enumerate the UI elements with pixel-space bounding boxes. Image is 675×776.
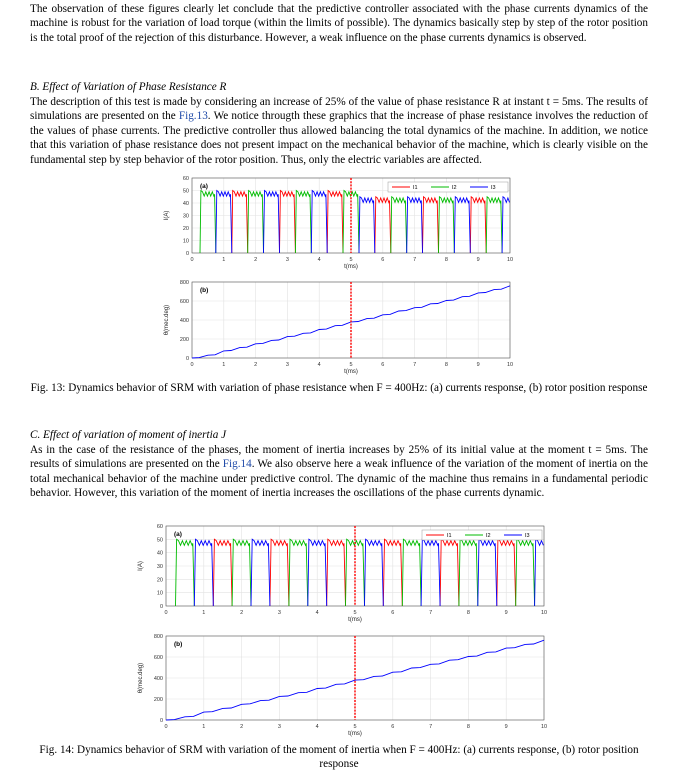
fig14b-xtick-label: 8 [466,724,470,730]
fig14a-xtick-label: 10 [540,610,548,616]
fig14a-xtick-label: 2 [240,610,244,616]
fig13a-xtick-label: 3 [285,257,289,263]
fig13b-xtick-label: 0 [190,362,194,368]
fig14-caption: Fig. 14: Dynamics behavior of SRM with variation of the moment of inertia when F = 400Hz: (a) currents response, (b) rotor position response [39,744,639,771]
fig13a-i2-pulse-4 [391,197,407,253]
fig13a-i3-pulse-6 [502,197,509,253]
fig14a-xtick-label: 1 [202,610,206,616]
section-b-text-1: The description of this test is made by considering an increase of 25% of the value of phase resistance R at instant t = 5ms. The results of simulations are presented on the [30,96,648,123]
fig13a-i1-pulse-4 [423,197,439,253]
section-b-paragraph [30,95,648,167]
fig13a-ylabel: I(A) [164,210,170,221]
fig14a-xtick-label: 3 [277,610,281,616]
fig14a-ytick-label: 10 [156,590,163,597]
fig13a-xtick-label: 0 [190,257,194,263]
fig14b-xtick-label: 1 [202,724,206,730]
fig14b-xtick-label: 7 [429,724,433,730]
fig14a-ytick-label: 60 [156,524,163,530]
fig14a-ytick-label: 0 [159,604,163,610]
section-c-text-1: As in the case of the resistance of the phases, the moment of inertia increases by 25% of its initial value at the moment t = 5ms. The results of simulations are presented on the [30,444,648,471]
fig14b-xtick-label: 4 [315,724,319,730]
fig13a-xtick-label: 7 [413,257,417,263]
fig14a-i3-pulse-5 [478,539,497,606]
figure-13 [158,172,518,377]
fig13b-xtick-label: 1 [222,362,226,368]
figure-14 [130,520,550,740]
fig13a-i3-pulse-5 [454,197,470,253]
fig14a-xtick-label: 6 [391,610,395,616]
fig13a-ytick-label: 30 [182,213,189,220]
fig13b-ytick-label: 800 [179,280,189,286]
fig14b-panel-label: (b) [174,641,183,648]
fig13b-panel-label: (b) [200,287,209,294]
fig14a-i3-pulse-3 [365,539,384,606]
fig14a-xtick-label: 0 [164,610,168,616]
fig13b-ytick-label: 0 [185,356,189,362]
fig13a-i1-pulse-2 [327,191,343,254]
fig13b-xtick-label: 2 [254,362,258,368]
section-c-text-2: . We also observe here a weak influence of the variation of the moment of inertia on the total mechanical behavior of the machine under predictive control. The dynamic of the machine thus remains in a fundamental periodic behavior. However, this variation of the moment of inertia increases the oscillations of the phase currents dynamic. [30,458,648,500]
fig13b-xtick-label: 6 [381,362,385,368]
fig13a-ytick-label: 60 [182,176,189,182]
fig14a-i3-pulse-1 [251,539,270,606]
section-b-heading: B. Effect of Variation of Phase Resistance R [30,81,227,93]
fig14a-legend-label-i2: I2 [486,533,491,539]
fig14a-legend-label-i3: I3 [525,533,530,539]
fig14b-xlabel: t(ms) [348,731,362,737]
fig13a-ytick-label: 20 [182,226,189,232]
fig13a-panel-label: (a) [200,183,208,190]
section-b-text-2: . We notice througth these graphics that the increase of phase resistance involves the reduction of the values of phase currents. The predictive controller thus allowed balancing the total dynamics of the machine. In addition, we notice that this variation of phase resistance does not present impact on the mechanical behavior of the machine, which is clearly visible on the fundamental step by step behavior of the rotor position. Thus, only the electric variables are affected. [30,110,648,166]
fig13a-ytick-label: 50 [182,188,189,195]
fig13a-xtick-label: 1 [222,257,226,263]
fig13a-xtick-label: 10 [506,257,514,263]
fig13a-ytick-label: 40 [182,201,189,207]
fig14a-ytick-label: 50 [156,537,163,544]
fig13b-xtick-label: 5 [349,362,353,368]
fig14a-ytick-label: 20 [156,577,163,584]
fig14a-xtick-label: 8 [466,610,470,616]
fig13a-ytick-label: 10 [182,238,189,245]
fig13a-xtick-label: 2 [254,257,258,263]
fig13-caption: Fig. 13: Dynamics behavior of SRM with variation of phase resistance when F = 400Hz: (a) currents response, (b) rotor position response [30,382,648,394]
fig14b-ytick-label: 600 [153,655,163,661]
fig14a-xtick-label: 4 [315,610,319,616]
fig14a-i1-pulse-2 [327,539,346,606]
fig14-link[interactable]: Fig.14 [222,458,252,471]
fig13b-xtick-label: 7 [413,362,417,368]
fig14a-xlabel: t(ms) [348,617,362,623]
fig14a-i3-pulse-6 [535,539,544,606]
fig14b-xtick-label: 6 [391,724,395,730]
fig14b-xtick-label: 3 [277,724,281,730]
fig13b-ytick-label: 600 [179,299,189,305]
fig13b-xtick-label: 10 [506,362,514,368]
fig13a-i2-pulse-6 [486,197,502,253]
fig14b-ytick-label: 200 [153,697,163,703]
fig13a-xtick-label: 4 [317,257,321,263]
fig13a-ytick-label: 0 [185,251,189,257]
fig14a-ytick-label: 40 [156,550,163,557]
fig14a-i2-pulse-2 [289,539,308,606]
fig13a-i3-pulse-1 [264,191,280,254]
fig14a-i2-pulse-4 [402,539,421,606]
fig14a-xtick-label: 5 [353,610,357,616]
fig13b-xtick-label: 8 [444,362,448,368]
fig14a-i2-pulse-0 [176,539,195,606]
fig14b-xtick-label: 5 [353,724,357,730]
fig14b-ylabel: θ(mec.deg) [138,662,144,694]
fig13a-i2-pulse-0 [200,191,216,254]
fig13a-xtick-label: 8 [444,257,448,263]
fig13b-ytick-label: 400 [179,318,189,324]
fig13b-ylabel: θ(mec.deg) [164,304,170,336]
fig14b-ytick-label: 0 [159,718,163,724]
fig14a-ylabel: I(A) [138,561,144,571]
fig14a-i1-pulse-0 [213,539,232,606]
fig13a-legend-label-i2: I2 [452,185,457,191]
fig13b-xlabel: t(ms) [344,369,358,375]
fig14b-xtick-label: 0 [164,724,168,730]
fig13a-legend-label-i1: I1 [413,185,418,191]
fig14a-panel-label: (a) [174,531,182,538]
fig13a-xlabel: t(ms) [344,264,358,270]
fig14b-xtick-label: 10 [540,724,548,730]
fig14b-ytick-label: 400 [153,676,163,682]
fig13a-xtick-label: 5 [349,257,353,263]
intro-paragraph: The observation of these figures clearly let conclude that the predictive controller associated with the phase currents dynamics of the machine is robust for the variation of load torque (within the limits of possible). The dynamics basically step by step of the rotor position is the total proof of the rejection of this disturbance. However, a weak influence on the phase currents dynamics is observed. [30,3,648,44]
fig13a-legend-label-i3: I3 [491,185,496,191]
fig14a-i2-pulse-6 [516,539,535,606]
fig13a-i1-pulse-0 [232,191,248,254]
fig13a-i3-pulse-3 [359,197,375,253]
fig13-link[interactable]: Fig.13 [178,110,208,123]
fig13b-xtick-label: 9 [476,362,480,368]
section-c-paragraph [30,443,648,501]
fig13a-i2-pulse-2 [295,191,311,254]
fig13b-xtick-label: 3 [285,362,289,368]
fig14a-i1-pulse-4 [440,539,459,606]
section-c-heading: C. Effect of variation of moment of inertia J [30,429,227,441]
fig14a-xtick-label: 9 [504,610,508,616]
fig13b-xtick-label: 4 [317,362,321,368]
fig14a-ytick-label: 30 [156,564,163,570]
fig13b-ytick-label: 200 [179,337,189,343]
fig13a-xtick-label: 9 [476,257,480,263]
fig14a-xtick-label: 7 [429,610,433,616]
fig13a-xtick-label: 6 [381,257,385,263]
fig14a-legend-label-i1: I1 [447,533,452,539]
fig14b-xtick-label: 2 [240,724,244,730]
fig14b-ytick-label: 800 [153,634,163,640]
fig14b-xtick-label: 9 [504,724,508,730]
